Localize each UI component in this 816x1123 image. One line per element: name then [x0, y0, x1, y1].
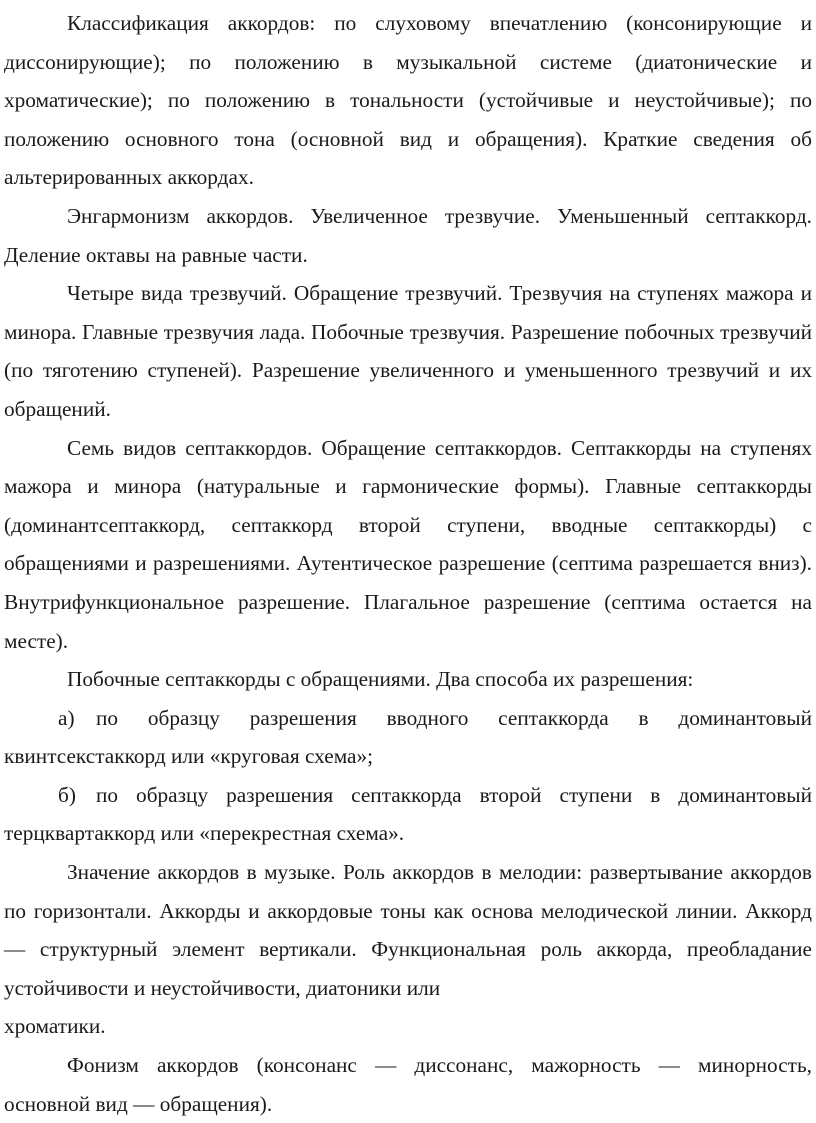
- list-marker-b: б): [58, 782, 76, 807]
- list-text-b: по образцу разрешения септаккорда второй ступени в доминантовый терцквартаккорд или «перекрестная схема».: [4, 782, 812, 846]
- paragraph-phonism: Фонизм аккордов (консонанс — диссонанс, мажорность — минорность, основной вид — обращения).: [4, 1053, 812, 1116]
- list-item-b: [4, 776, 812, 853]
- list-text-a: по образцу разрешения вводного септаккорда в доминантовый квинтсекстаккорд или «круговая схема»;: [4, 705, 812, 769]
- paragraph-secondary-sevenths: Побочные септаккорды с обращениями. Два способа их разрешения:: [67, 667, 694, 692]
- paragraph-chord-meaning: Значение аккордов в музыке. Роль аккордов в мелодии: развертывание аккордов по горизонтали. Аккорды и аккордовые тоны как основа мелодической линии. Аккорд — структурный элемент вертикали. Функциональная роль аккорда, преобладание устойчивости и неустойчивости, диатоники или: [4, 860, 812, 1000]
- paragraph-enharmonism: Энгармонизм аккордов. Увеличенное трезвучие. Уменьшенный септаккорд. Деление октавы на равные части.: [4, 203, 812, 267]
- document-page: [4, 4, 812, 1123]
- paragraph-chord-meaning-tail: хроматики.: [4, 1014, 106, 1039]
- paragraph-chord-classification: Классификация аккордов: по слуховому впечатлению (консонирующие и диссонирующие); по положению в музыкальной системе (диатонические и хроматические); по положению в тональности (устойчивые и неустойчивые); по положению основного тона (основной вид и обращения). Краткие сведения об альтерированных аккордах.: [4, 11, 812, 190]
- paragraph-seventh-chords: Семь видов септаккордов. Обращение септаккордов. Септаккорды на ступенях мажора и минора (натуральные и гармонические формы). Главные септаккорды (доминантсептаккорд, септаккорд второй ступени, вводные септаккорды) с обращениями и разрешениями. Аутентическое разрешение (септима разрешается вниз). Внутрифункциональное разрешение. Плагальное разрешение (септима остается на месте).: [4, 435, 812, 653]
- list-item-a: [4, 699, 812, 776]
- paragraph-triads: Четыре вида трезвучий. Обращение трезвучий. Трезвучия на ступенях мажора и минора. Главные трезвучия лада. Побочные трезвучия. Разрешение побочных трезвучий (по тяготению ступеней). Разрешение увеличенного и уменьшенного трезвучий и их обращений.: [4, 281, 812, 421]
- list-marker-a: а): [58, 705, 75, 730]
